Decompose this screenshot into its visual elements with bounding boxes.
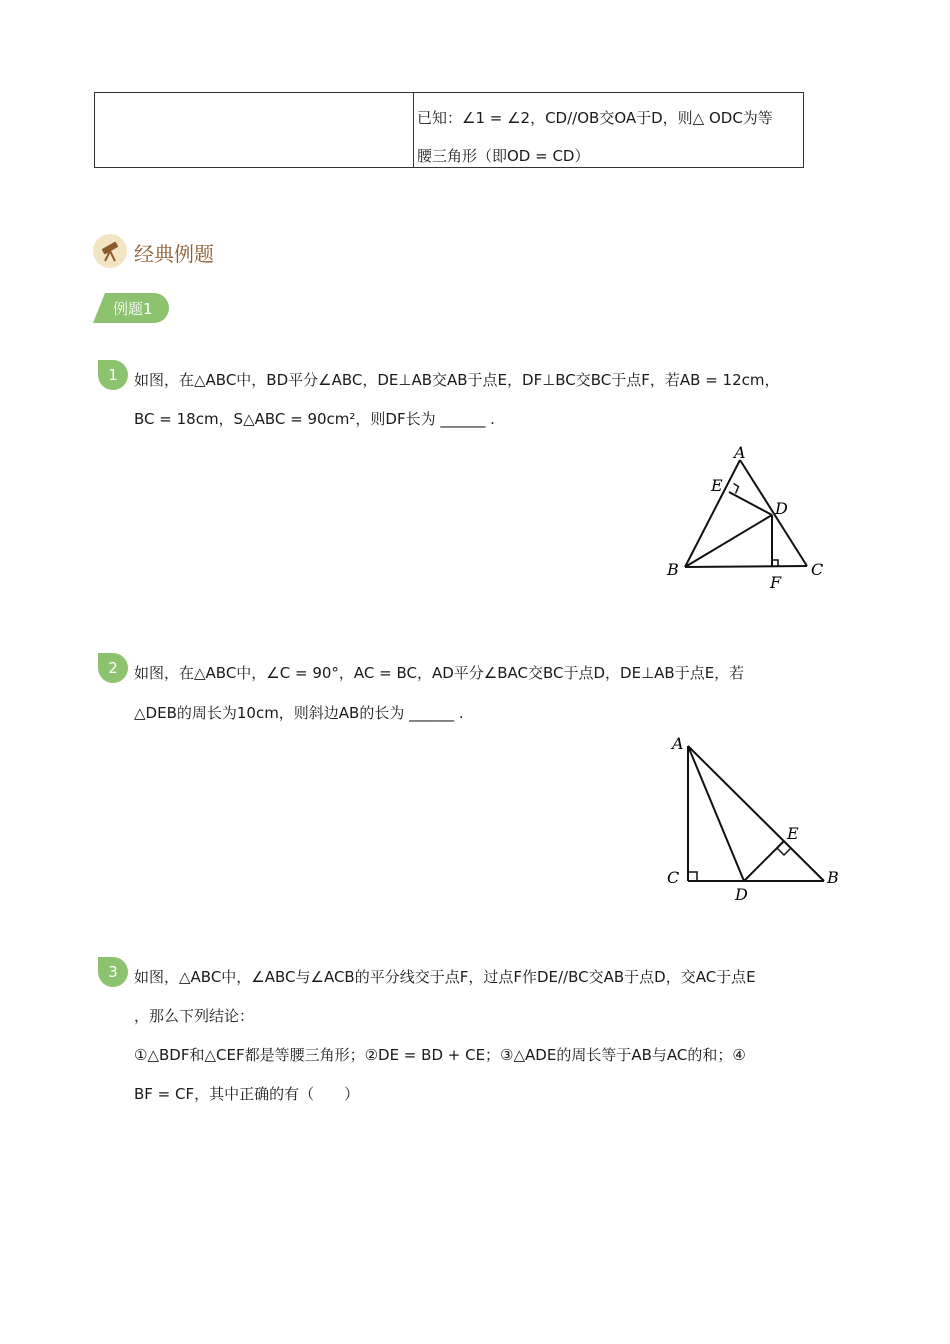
q2-label-A: A	[672, 734, 684, 753]
q2-label-B: B	[827, 868, 839, 887]
question-number: 3	[108, 963, 118, 981]
example-tag-label: 例题1	[113, 300, 153, 318]
table-text-line2: 腰三角形（即OD = CD）	[417, 147, 590, 165]
q1-label-E: E	[711, 476, 723, 495]
q1-label-F: F	[770, 573, 782, 592]
q1-figure	[660, 440, 840, 595]
q2-label-D: D	[735, 885, 748, 904]
q2-label-C: C	[667, 868, 680, 887]
table-cell-left	[95, 93, 414, 167]
telescope-icon	[93, 234, 127, 268]
q1-label-A: A	[734, 443, 746, 462]
question-number: 1	[108, 366, 118, 384]
q3-text-line1: 如图，△ABC中，∠ABC与∠ACB的平分线交于点F，过点F作DE//BC交AB于点D，交AC于点E	[134, 968, 756, 986]
q1-label-C: C	[811, 560, 824, 579]
q1-text-line2: BC = 18cm，S△ABC = 90cm²，则DF长为 ______ .	[134, 410, 495, 428]
top-table	[94, 92, 804, 168]
q2-label-E: E	[787, 824, 799, 843]
q1-text-line1: 如图，在△ABC中，BD平分∠ABC，DE⊥AB交AB于点E，DF⊥BC交BC于点F，若AB = 12cm，	[134, 371, 780, 389]
q1-label-D: D	[775, 499, 788, 518]
q2-figure	[660, 730, 850, 910]
question-number: 2	[108, 659, 118, 677]
q3-text-line2: ，那么下列结论：	[134, 1007, 255, 1025]
q1-label-B: B	[667, 560, 679, 579]
q2-text-line2: △DEB的周长为10cm，则斜边AB的长为 ______ .	[134, 704, 464, 722]
q3-text-line3: ①△BDF和△CEF都是等腰三角形；②DE = BD + CE；③△ADE的周长等于AB与AC的和；④	[134, 1046, 746, 1064]
q2-text-line1: 如图，在△ABC中，∠C = 90°，AC = BC，AD平分∠BAC交BC于点D，DE⊥AB于点E，若	[134, 664, 745, 682]
section-title: 经典例题	[134, 242, 214, 266]
table-text-line1: 已知：∠1 = ∠2，CD//OB交OA于D，则△ ODC为等	[417, 109, 773, 127]
table-cell-right	[417, 99, 801, 175]
q3-text-line4: BF = CF，其中正确的有（ ）	[134, 1085, 360, 1103]
